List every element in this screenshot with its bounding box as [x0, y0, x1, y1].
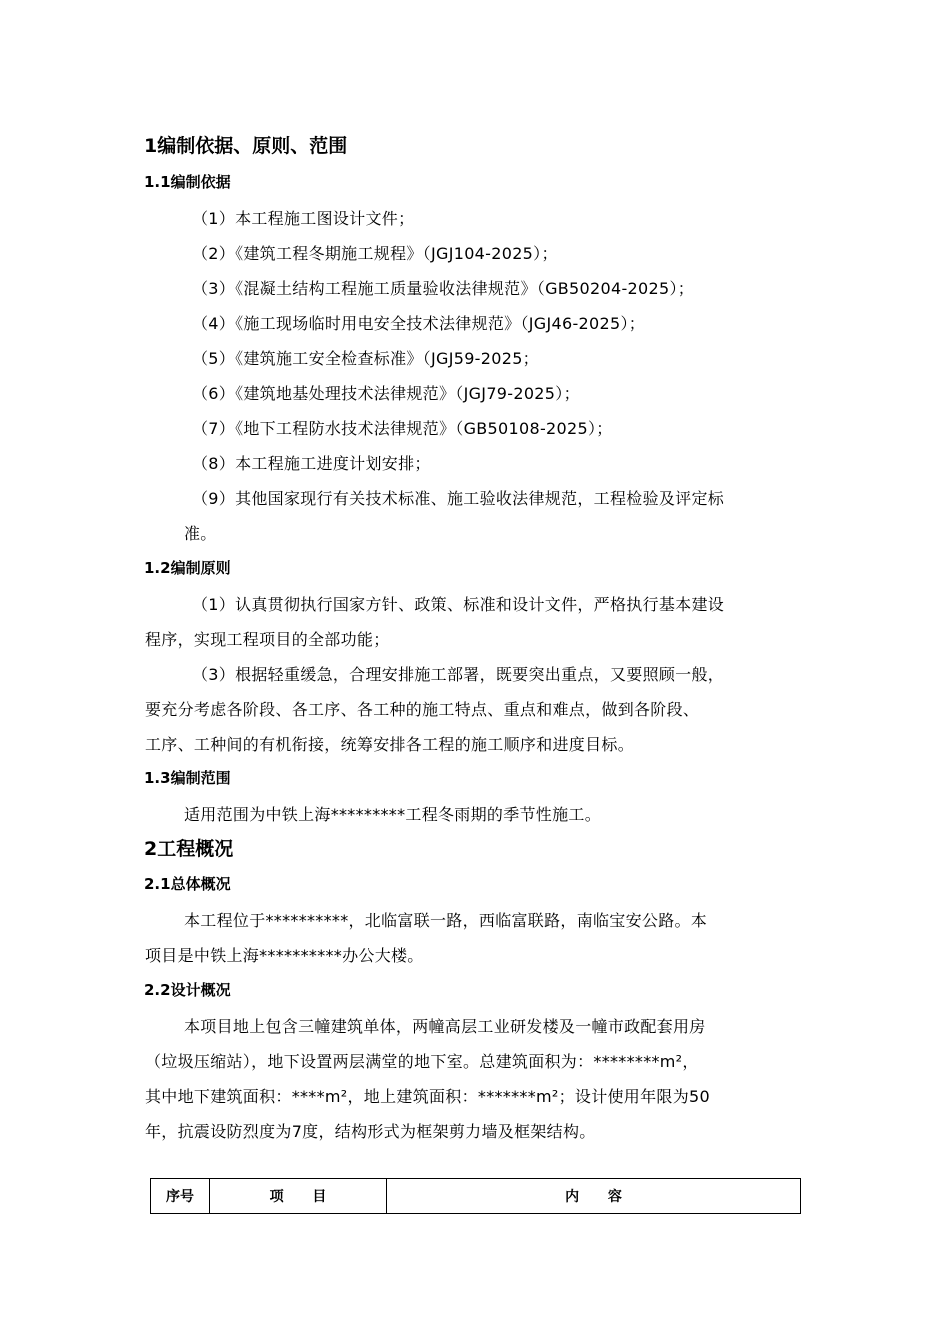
project-info-table	[150, 1178, 801, 1214]
basis-item-3: （3）《混凝土结构工程施工质量验收法律规范》（GB50204-2025）；	[192, 279, 695, 298]
section-1-2-title: 1.2编制原则	[144, 559, 231, 577]
design-line-4: 年，抗震设防烈度为7度，结构形式为框架剪力墙及框架结构。	[145, 1122, 596, 1141]
basis-item-5: （5）《建筑施工安全检查标准》（JGJ59-2025；	[192, 349, 539, 368]
principle-line-4: 要充分考虑各阶段、各工序、各工种的施工特点、重点和难点，做到各阶段、	[145, 700, 700, 719]
principle-line-1: （1）认真贯彻执行国家方针、政策、标准和设计文件，严格执行基本建设	[192, 595, 725, 614]
section-1-3-title: 1.3编制范围	[144, 769, 231, 787]
overview-line-2: 项目是中铁上海**********办公大楼。	[145, 946, 424, 965]
design-line-1: 本项目地上包含三幢建筑单体，两幢高层工业研发楼及一幢市政配套用房	[184, 1017, 706, 1036]
principle-line-5: 工序、工种间的有机衔接，统筹安排各工程的施工顺序和进度目标。	[145, 735, 635, 754]
section-2-2-title: 2.2设计概况	[144, 981, 231, 999]
scope-text: 适用范围为中铁上海*********工程冬雨期的季节性施工。	[184, 805, 602, 824]
section-1-1-title: 1.1编制依据	[144, 173, 231, 191]
basis-item-9: （9）其他国家现行有关技术标准、施工验收法律规范，工程检验及评定标	[192, 489, 725, 508]
design-line-2: （垃圾压缩站），地下设置两层满堂的地下室。总建筑面积为：********m²，	[145, 1052, 699, 1071]
table-header-no: 序号	[151, 1179, 210, 1214]
basis-item-2: （2）《建筑工程冬期施工规程》（JGJ104-2025）；	[192, 244, 558, 263]
section-1-title: 1编制依据、原则、范围	[144, 135, 348, 157]
basis-item-7: （7）《地下工程防水技术法律规范》（GB50108-2025）；	[192, 419, 613, 438]
overview-line-1: 本工程位于**********，北临富联一路，西临富联路，南临宝安公路。本	[184, 911, 708, 930]
basis-item-9-cont: 准。	[184, 524, 217, 543]
table-header-row	[151, 1179, 801, 1214]
design-line-3: 其中地下建筑面积：****m²，地上建筑面积：*******m²；设计使用年限为50	[145, 1087, 710, 1106]
principle-line-2: 程序，实现工程项目的全部功能；	[145, 630, 390, 649]
table-header-content: 内 容	[387, 1179, 801, 1214]
basis-item-6: （6）《建筑地基处理技术法律规范》（JGJ79-2025）；	[192, 384, 580, 403]
basis-item-4: （4）《施工现场临时用电安全技术法律规范》（JGJ46-2025）；	[192, 314, 646, 333]
basis-item-8: （8）本工程施工进度计划安排；	[192, 454, 431, 473]
table-header-item: 项 目	[210, 1179, 387, 1214]
principle-line-3: （3）根据轻重缓急，合理安排施工部署，既要突出重点，又要照顾一般，	[192, 665, 725, 684]
basis-item-1: （1）本工程施工图设计文件；	[192, 209, 415, 228]
section-2-1-title: 2.1总体概况	[144, 875, 231, 893]
section-2-title: 2工程概况	[144, 838, 234, 860]
